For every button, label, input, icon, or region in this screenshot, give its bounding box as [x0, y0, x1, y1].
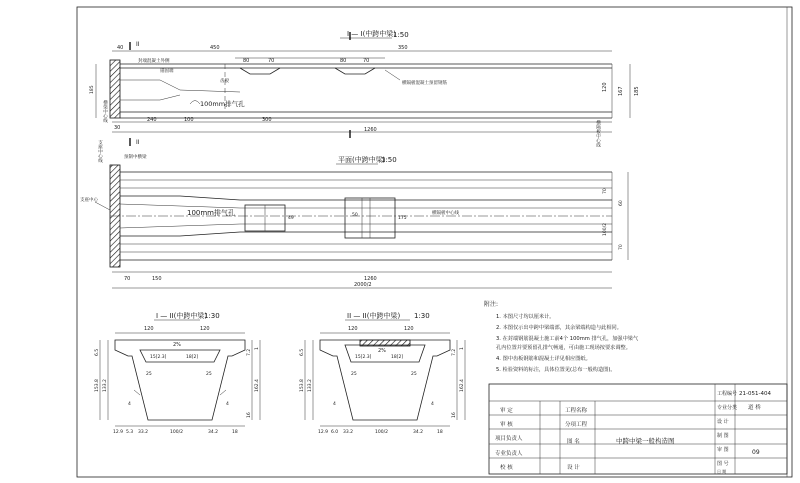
tb-row-mid-4: 设 计 [567, 465, 580, 471]
tb-row-mid-3: 图 名 [567, 439, 580, 445]
note-item-1: 1. 本图尺寸均以厘米计。 [496, 314, 555, 320]
elev-dim-bottom-3: 100 [184, 117, 194, 123]
plan-box-dim-1: 49 [288, 216, 294, 221]
plan-label-vent: 100mm排气孔 [187, 209, 235, 217]
plan-scale: 1:50 [381, 156, 397, 164]
section2-bottom-dim-4: 100/2 [375, 430, 388, 435]
plan-box-dim-3: 175 [398, 216, 407, 221]
section1-right-dim-4: 16 [247, 412, 252, 418]
elev-left-label-1: 横梁中心线 [102, 100, 108, 123]
plan-box-dim-2: 50 [352, 213, 358, 218]
elev-dim-right-3: 185 [634, 86, 640, 96]
notes [484, 300, 639, 373]
section1-label-2: 18[2] [186, 355, 199, 360]
elev-dim-bottom-2: 240 [147, 117, 157, 123]
section1-top-dim-1: 120 [144, 326, 154, 332]
elev-left-label-2: 支座中心线 [97, 140, 103, 163]
section2-title: II — II(中跨中梁) [347, 312, 401, 320]
section1-label-1: 15[2.3] [150, 355, 167, 360]
section1-left-dim-3: 133.2 [103, 379, 108, 392]
plan-dim-bottom-3: 1260 [364, 276, 377, 282]
section-1 [94, 311, 260, 435]
plan-dim-right-2: 60 [619, 200, 624, 206]
plan-dim-bottom-1: 70 [124, 276, 131, 282]
section1-label-5: 4 [128, 402, 131, 407]
section2-right-dim-2: 1 [460, 347, 465, 350]
elev-dim-right-2: 167 [618, 86, 624, 96]
section1-right-dim-3: 162.4 [255, 379, 260, 392]
section2-bottom-dim-6: 18 [437, 430, 443, 435]
elev-seg-dim-4: 70 [363, 58, 370, 64]
section2-label-4: 25 [411, 372, 417, 377]
section1-bottom-dim-4: 100/2 [170, 430, 183, 435]
plan-section-mark: II [136, 139, 140, 146]
section1-scale: 1:30 [204, 312, 220, 320]
tb-category: 道 桥 [748, 405, 761, 411]
tb-right-label-4: 制 图 [717, 433, 729, 439]
elev-dim-top-3: 350 [398, 45, 408, 51]
section1-right-dim-1: 7.2 [247, 348, 252, 356]
tb-right-label-6: 图 号 [717, 461, 729, 467]
section1-bottom-dim-3: 33.2 [138, 430, 149, 435]
elevation-title: I — I(中跨中梁) [347, 30, 397, 38]
elev-label-anchor: 锚固端 [160, 69, 174, 74]
section2-bottom-dim-1: 12.9 [318, 430, 329, 435]
tb-row-left-1: 审 定 [500, 408, 513, 414]
tb-drawing-name: 中跨中梁一般构造图 [616, 437, 675, 445]
elev-dim-bottom-1: 30 [114, 125, 121, 131]
elev-seg-dim-1: 80 [243, 58, 250, 64]
plan-dim-bottom-2: 150 [152, 276, 162, 282]
plan-total: 2000/2 [354, 282, 372, 288]
elev-end-hatch [110, 60, 120, 118]
section2-label-1: 15[2.3] [355, 355, 372, 360]
svg-text:横隔板中心线: 横隔板中心线 [595, 120, 601, 147]
tb-right-label-1: 工程编号 [717, 391, 738, 397]
elev-label-vent: 100mm排气孔 [200, 100, 245, 108]
section1-bottom-dim-6: 18 [232, 430, 238, 435]
note-item-4: 孔内位置并要预留孔排气畅通，可由施工现场按要求调整。 [496, 345, 631, 351]
section2-right-dim-3: 162.4 [460, 379, 465, 392]
note-item-6: 5. 检验资料的标注，具体位置见(总布一般构造图)。 [496, 367, 616, 373]
note-item-3: 3. 在封端钢筋混凝土施工前4个 100mm 排气孔，加强中梁气 [496, 336, 639, 342]
section1-label-6: 4 [226, 402, 229, 407]
tb-sheet-no: 09 [752, 449, 760, 456]
section2-top-dim-1: 120 [348, 326, 358, 332]
elev-seg-dim-3: 80 [340, 58, 347, 64]
tb-row-left-3: 项目负责人 [495, 436, 523, 442]
tb-right-label-3: 设 计 [717, 419, 729, 425]
section2-bottom-dim-2: 6.0 [331, 430, 339, 435]
elevation-view [89, 29, 640, 138]
section2-left-dim-2: 153.8 [300, 379, 305, 392]
section1-label-4: 25 [206, 372, 212, 377]
section2-label-5: 4 [333, 402, 336, 407]
elev-dim-top-1: 40 [117, 45, 124, 51]
elev-top-left-note: 封端混凝土外侧 [138, 59, 170, 64]
section2-label-6: 4 [431, 402, 434, 407]
tb-right-label-2: 专业分类 [717, 405, 738, 411]
tb-row-mid-1: 工程名称 [565, 408, 588, 414]
tb-row-left-4: 专业负责人 [495, 451, 523, 457]
title-block [489, 384, 787, 474]
section2-bottom-dim-5: 34.2 [413, 430, 424, 435]
section2-slope: 2% [378, 348, 386, 354]
section1-top-dim-2: 120 [200, 326, 210, 332]
tb-right-label-7: 日 期 [717, 469, 727, 474]
tb-row-left-5: 校 核 [500, 465, 513, 471]
plan-label-end: 预制中横梁 [124, 155, 147, 160]
note-item-2: 2. 本图仅示出中跨中梁端部，其余梁端构造与此相同。 [496, 325, 622, 331]
section2-bottom-dim-3: 33.2 [343, 430, 354, 435]
section1-bottom-dim-1: 12.9 [113, 430, 124, 435]
elev-dim-bottom-5: 1260 [364, 127, 377, 133]
notes-heading: 附注: [484, 301, 499, 308]
section1-right-dim-2: 1 [255, 347, 260, 350]
plan-label-support: 支座中心 [80, 198, 98, 203]
plan-title: 平面(中跨中梁) [338, 156, 386, 164]
note-item-5: 4. 图中齿板钢筋和混凝土详见相应图纸。 [496, 356, 591, 362]
section2-left-dim-1: 6.5 [300, 348, 305, 356]
section2-top-dim-2: 120 [404, 326, 414, 332]
tb-row-left-2: 审 核 [500, 422, 513, 428]
section1-left-dim-2: 153.8 [95, 379, 100, 392]
section1-bottom-dim-2: 5.3 [126, 430, 134, 435]
svg-text:185: 185 [90, 85, 95, 94]
section1-slope: 2% [173, 342, 181, 348]
plan-dim-right-1: 70 [603, 188, 608, 194]
section1-label-3: 25 [146, 372, 152, 377]
plan-view [80, 138, 628, 288]
elev-dim-top-2: 450 [210, 45, 220, 51]
section2-label-2: 18[2] [391, 355, 404, 360]
elevation-scale: 1:50 [393, 31, 409, 39]
elev-dim-right-1: 120 [602, 82, 608, 92]
tb-project-no: 21-051-404 [739, 391, 771, 397]
section2-right-dim-1: 7.2 [452, 348, 457, 356]
section1-title: I — II(中跨中梁) [156, 312, 208, 320]
section1-bottom-dim-5: 34.2 [208, 430, 219, 435]
section2-left-dim-3: 133.2 [308, 379, 313, 392]
elevation-section-mark: II [136, 41, 140, 48]
plan-dim-right-4: 70 [619, 244, 624, 250]
section1-left-dim-1: 6.5 [95, 348, 100, 356]
section2-right-dim-4: 16 [452, 412, 457, 418]
section-2 [299, 311, 465, 435]
elev-label-right: 横隔板混凝土预留钢筋 [402, 81, 447, 86]
section2-label-3: 25 [351, 372, 357, 377]
tb-row-mid-2: 分项工程 [565, 422, 588, 428]
section2-scale: 1:30 [414, 312, 430, 320]
drawing-frame [77, 7, 792, 477]
elev-dim-bottom-4: 300 [262, 117, 272, 123]
plan-label-diaphragm: 横隔板中心线 [432, 211, 459, 216]
section2-top-hatch [360, 340, 410, 346]
tb-right-label-5: 审 图 [717, 447, 729, 453]
plan-dim-right-3: 100/2 [603, 223, 608, 236]
elev-seg-dim-2: 70 [268, 58, 275, 64]
elev-label-cable: 齿板 [220, 79, 229, 84]
